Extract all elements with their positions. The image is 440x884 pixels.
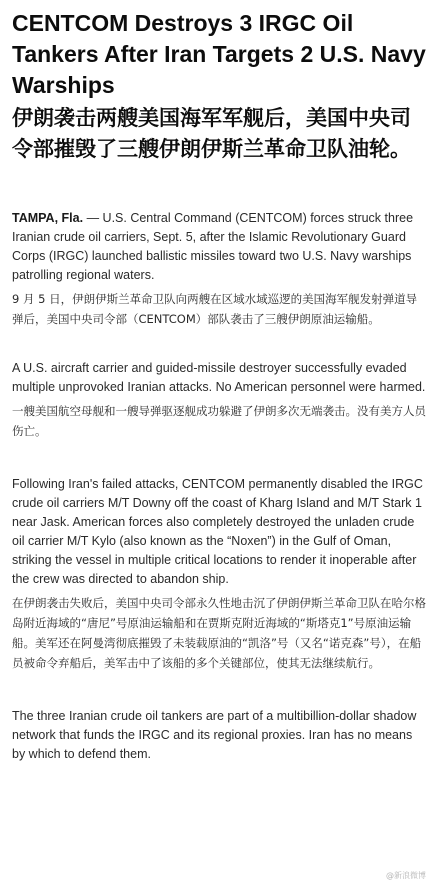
paragraph-1-chinese: 9 月 5 日，伊朗伊斯兰革命卫队向两艘在区域水域巡逻的美国海军舰发射弹道导弹后，美国中央司令部（CENTCOM）部队袭击了三艘伊朗原油运输船。 — [12, 292, 418, 326]
headline-english: CENTCOM Destroys 3 IRGC Oil Tankers After Iran Targets 2 U.S. Navy Warships — [12, 10, 426, 98]
paragraph-1-english-text: — U.S. Central Command (CENTCOM) forces struck three Iranian crude oil carriers, Sept. 5, after the Islamic Revolutionary Guard Corps (IRGC) launched ballistic missiles toward two U.S. Navy warships patrolling regional waters. — [12, 211, 414, 282]
paragraph-2-english: A U.S. aircraft carrier and guided-missile destroyer successfully evaded multiple unprovoked Iranian attacks. No American personnel were harmed. — [12, 361, 426, 394]
paragraph-3-english: Following Iran's failed attacks, CENTCOM permanently disabled the IRGC crude oil carriers M/T Downy off the coast of Kharg Island and M/T Stark 1 near Jask. American forces also completely destroyed the unladen crude oil carrier M/T Kylo (also known as the “Noxen”) in the Gulf of Oman, striking the vessel in multiple critical locations to render it inoperable after the crew was directed to abandon ship. — [12, 477, 423, 586]
paragraph-1-english — [12, 209, 428, 285]
watermark: @新浪微博 — [386, 871, 426, 880]
dateline: TAMPA, Fla. — [12, 211, 84, 225]
headline-chinese: 伊朗袭击两艘美国海军军舰后，美国中央司令部摧毁了三艘伊朗伊斯兰革命卫队油轮。 — [12, 106, 411, 161]
paragraph-3-chinese: 在伊朗袭击失败后，美国中央司令部永久性地击沉了伊朗伊斯兰革命卫队在哈尔格岛附近海域的“唐尼”号原油运输船和在贾斯克附近海域的“斯塔克1”号原油运输船。美军还在阿曼湾彻底摧毁了未装载原油的“凯洛”号（又名“诺克森”号），在船员被命令弃船后，美军击中了该船的多个关键部位，使其无法继续航行。 — [12, 596, 426, 670]
paragraph-2-chinese: 一艘美国航空母舰和一艘导弹驱逐舰成功躲避了伊朗多次无端袭击。没有美方人员伤亡。 — [12, 404, 426, 438]
paragraph-4-english: The three Iranian crude oil tankers are part of a multibillion-dollar shadow network that funds the IRGC and its regional proxies. Iran has no means by which to defend them. — [12, 709, 417, 761]
